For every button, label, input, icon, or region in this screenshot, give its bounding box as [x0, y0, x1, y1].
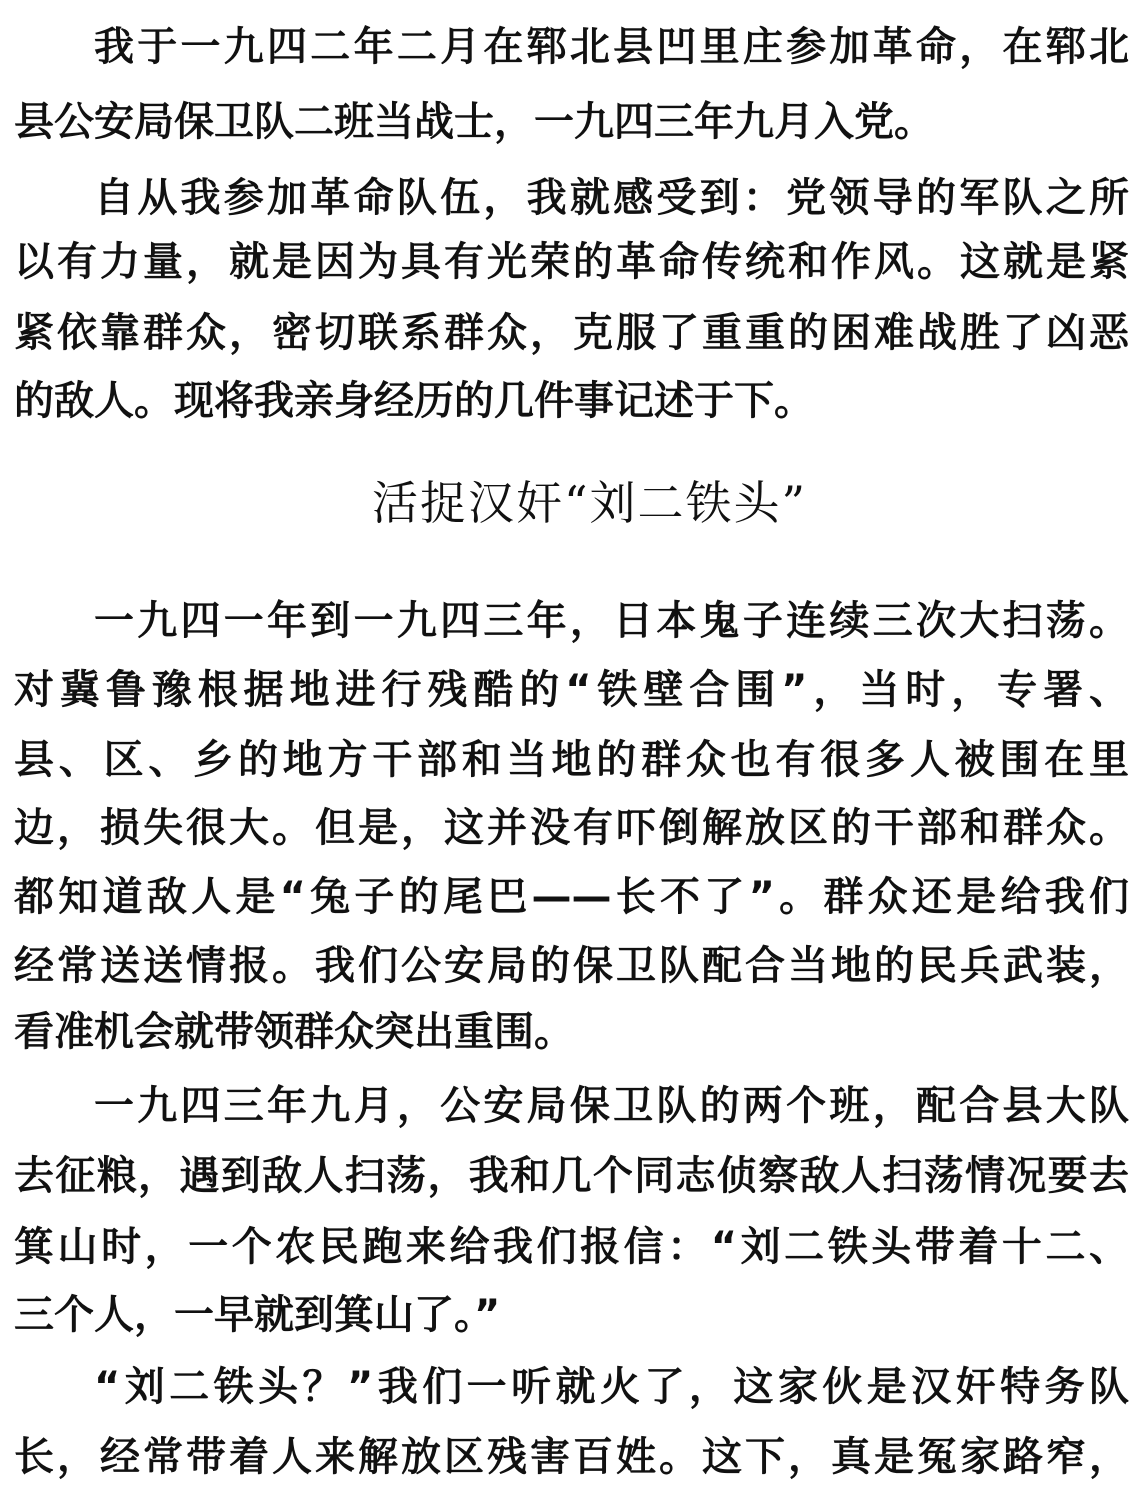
- text-line: 县公安局保卫队二班当战士，一九四三年九月入党。: [14, 99, 934, 145]
- text-line: 紧依靠群众，密切联系群众，克服了重重的困难战胜了凶恶: [14, 310, 1129, 356]
- section-title: 活捉汉奸“刘二铁头”: [371, 476, 808, 530]
- text-line: 自从我参加革命队伍，我就感受到：党领导的军队之所: [94, 175, 1129, 221]
- text-line: 长，经常带着人来解放区残害百姓。这下，真是冤家路窄，: [14, 1434, 1129, 1480]
- text-line: 边，损失很大。但是，这并没有吓倒解放区的干部和群众。: [14, 805, 1129, 851]
- text-line: 以有力量，就是因为具有光荣的革命传统和作风。这就是紧: [14, 239, 1129, 285]
- text-line: 去征粮，遇到敌人扫荡，我和几个同志侦察敌人扫荡情况要去: [14, 1153, 1129, 1199]
- text-line: 我于一九四二年二月在郓北县凹里庄参加革命，在郓北: [94, 24, 1129, 70]
- text-line: 一九四一年到一九四三年，日本鬼子连续三次大扫荡。: [94, 598, 1129, 644]
- text-line: 三个人，一早就到箕山了。”: [14, 1292, 501, 1338]
- text-line: 都知道敌人是“兔子的尾巴——长不了”。群众还是给我们: [14, 874, 1129, 920]
- text-line: 县、区、乡的地方干部和当地的群众也有很多人被围在里: [14, 737, 1129, 783]
- text-line: 箕山时，一个农民跑来给我们报信：“刘二铁头带着十二、: [14, 1224, 1129, 1270]
- text-line: 对冀鲁豫根据地进行残酷的“铁壁合围”，当时，专署、: [14, 667, 1129, 713]
- text-line: 看准机会就带领群众突出重围。: [14, 1009, 574, 1055]
- text-line: 的敌人。现将我亲身经历的几件事记述于下。: [14, 378, 814, 424]
- text-line: 一九四三年九月，公安局保卫队的两个班，配合县大队: [94, 1083, 1129, 1129]
- text-line: 经常送送情报。我们公安局的保卫队配合当地的民兵武装，: [14, 943, 1129, 989]
- text-line: “刘二铁头？”我们一听就火了，这家伙是汉奸特务队: [94, 1364, 1129, 1410]
